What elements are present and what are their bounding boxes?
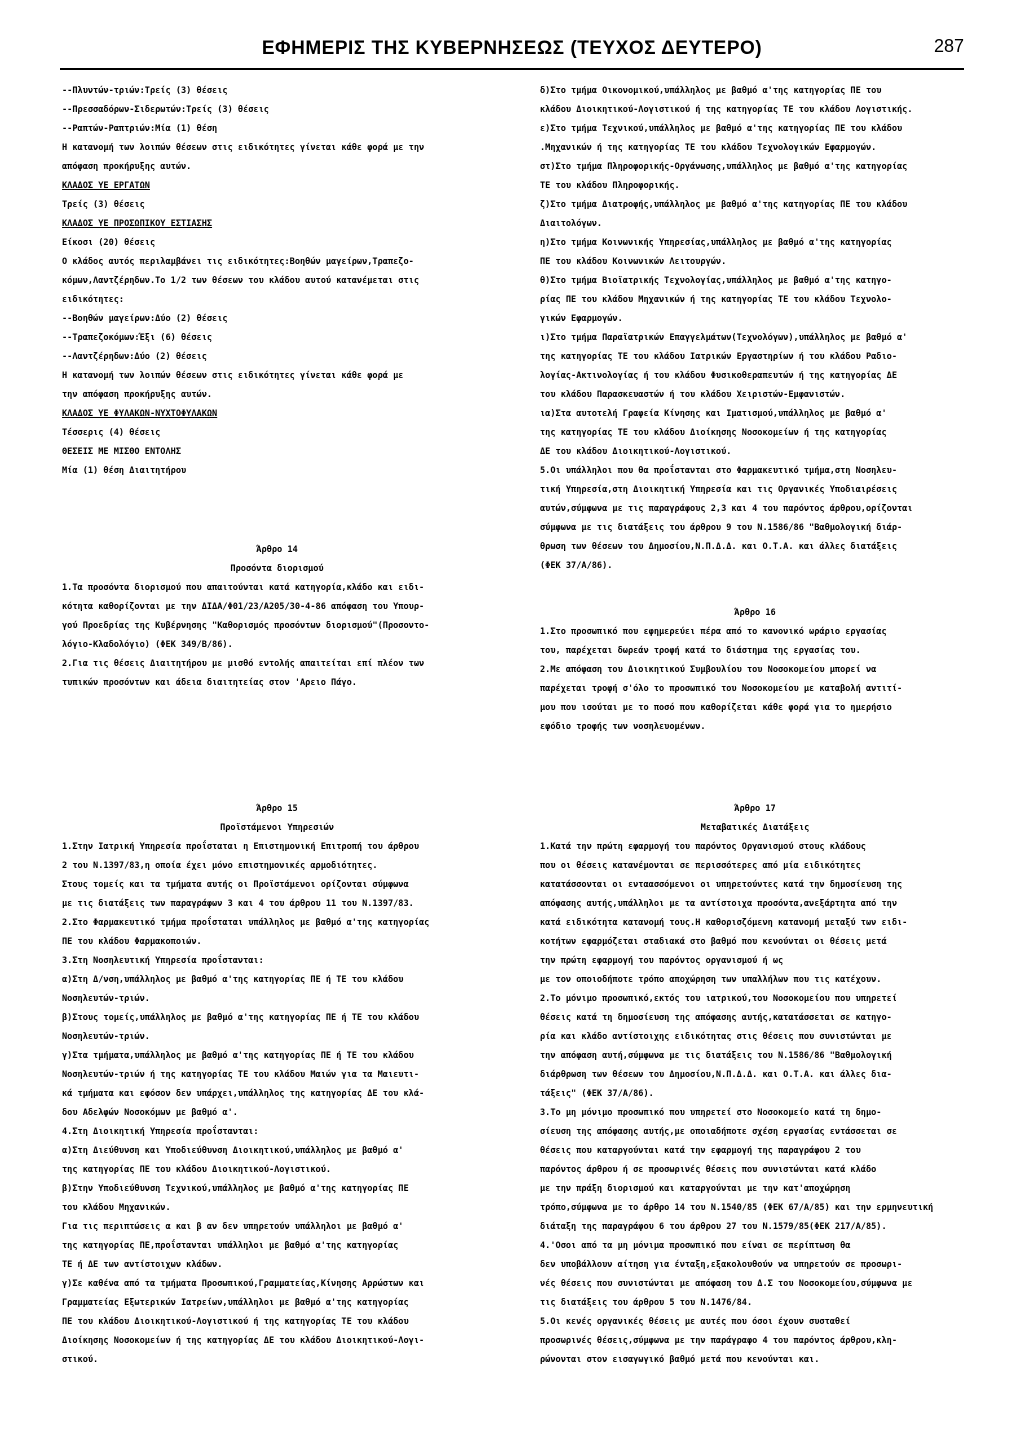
text-line: 2.Το μόνιμο προσωπικό,εκτός του ιατρικού,του Νοσοκομείου που υπηρετεί xyxy=(540,994,897,1004)
text-line: κόμων,Λαντζέρηδων.Το 1/2 των θέσεων του κλάδου αυτού κατανέμεται στις xyxy=(62,276,419,286)
page-number: 287 xyxy=(933,36,964,56)
text-line: κότητα καθορίζονται με την ΔΙΔΑ/Φ01/23/Α205/30-4-86 απόφαση του Υπουρ- xyxy=(62,602,425,612)
article-title: Άρθρο 15 xyxy=(256,804,298,814)
top-left-column xyxy=(62,82,492,693)
text-line: ΠΕ του κλάδου Κοινωνικών Λειτουργών. xyxy=(540,257,727,267)
article-subtitle: Προϊστάμενοι Υπηρεσιών xyxy=(220,823,334,833)
text-line: κλάδου Διοικητικού-Λογιστικού ή της κατηγορίας ΤΕ του κλάδου Λογιστικής. xyxy=(540,105,913,115)
text-line: εφόδιο τροφής των νοσηλευομένων. xyxy=(540,722,706,732)
text-line: Νοσηλευτών-τριών. xyxy=(62,994,150,1004)
text-line: Μία (1) θέση Διαιτητήρου xyxy=(62,466,187,476)
text-line: 1.Στο προσωπικό που εφημερεύει πέρα από το κανονικό ωράριο εργασίας xyxy=(540,627,887,637)
text-line: στικού. xyxy=(62,1355,99,1365)
section-heading: ΘΕΣΕΙΣ ΜΕ ΜΙΣΘΟ ΕΝΤΟΛΗΣ xyxy=(62,447,181,457)
section-heading: ΚΛΑΔΟΣ ΥΕ ΦΥΛΑΚΩΝ-ΝΥΧΤΟΦΥΛΑΚΩΝ xyxy=(62,409,218,419)
text-line: λογίας-Ακτινολογίας ή του κλάδου Φυσικοθεραπευτών ή της κατηγορίας ΔΕ xyxy=(540,371,897,381)
text-line: ζ)Στο τμήμα Διατροφής,υπάλληλος με βαθμό α'της κατηγορίας ΠΕ του κλάδου xyxy=(540,200,908,210)
text-line: Ο κλάδος αυτός περιλαμβάνει τις ειδικότητες:Βοηθών μαγείρων,Τραπεζο- xyxy=(62,257,414,267)
text-line: Η κατανομή των λοιπών θέσεων στις ειδικότητες γίνεται κάθε φορά με την xyxy=(62,143,425,153)
text-line: στ)Στο τμήμα Πληροφορικής-Οργάνωσης,υπάλληλος με βαθμό α'της κατηγορίας xyxy=(540,162,908,172)
text-line: ΠΕ του κλάδου Φαρμακοποιών. xyxy=(62,937,202,947)
text-line: με τον οποιοδήποτε τρόπο αποχώρηση των υπαλλήλων που τις κατέχουν. xyxy=(540,975,882,985)
text-line: νές θέσεις που συνιστώνται με απόφαση του Δ.Σ του Νοσοκομείου,σύμφωνα με xyxy=(540,1279,913,1289)
text-line: 3.Στη Νοσηλευτική Υπηρεσία προΐστανται: xyxy=(62,956,264,966)
text-line: Νοσηλευτών-τριών. xyxy=(62,1032,150,1042)
text-line: ΔΕ του κλάδου Διοικητικού-Λογιστικού. xyxy=(540,447,732,457)
text-line: α)Στη Διεύθυνση και Υποδιεύθυνση Διοικητικού,υπάλληλος με βαθμό α' xyxy=(62,1146,404,1156)
text-line: ΤΕ του κλάδου Πληροφορικής. xyxy=(540,181,680,191)
text-line: με τις διατάξεις των παραγράφων 3 και 4 του άρθρου 11 του Ν.1397/83. xyxy=(62,899,414,909)
text-line: δεν υποβάλλουν αίτηση για ένταξη,εξακολουθούν να υπηρετούν σε προσωρι- xyxy=(540,1260,903,1270)
text-line: ι)Στο τμήμα Παραϊατρικών Επαγγελμάτων(Τεχνολόγων),υπάλληλος με βαθμό α' xyxy=(540,333,908,343)
text-line: δου Αδελφών Νοσοκόμων με βαθμό α'. xyxy=(62,1108,238,1118)
text-line: του κλάδου Παρασκευαστών ή του κλάδου Χειριστών-Εμφανιστών. xyxy=(540,390,846,400)
text-line: παρόντος άρθρου ή σε προσωρινές θέσεις που συνιστώνται κατά κλάδο xyxy=(540,1165,877,1175)
text-line: ΠΕ του κλάδου Διοικητικού-Λογιστικού ή της κατηγορίας ΤΕ του κλάδου xyxy=(62,1317,409,1327)
text-line: γ)Σε καθένα από τα τμήματα Προσωπικού,Γραμματείας,Κίνησης Αρρώστων και xyxy=(62,1279,425,1289)
text-line: την απόφαση προκήρυξης αυτών. xyxy=(62,390,213,400)
text-line: 2.Στο Φαρμακευτικό τμήμα προΐσταται υπάλληλος με βαθμό α'της κατηγορίας xyxy=(62,918,430,928)
text-line: του, παρέχεται δωρεάν τροφή κατά το διάστημα της εργασίας του. xyxy=(540,646,861,656)
text-line: ρώνονται στον εισαγωγικό βαθμό μετά που κενούνται και. xyxy=(540,1355,820,1365)
text-line: --Βοηθών μαγείρων:Δύο (2) θέσεις xyxy=(62,314,228,324)
text-line: η)Στο τμήμα Κοινωνικής Υπηρεσίας,υπάλληλος με βαθμό α'της κατηγορίας xyxy=(540,238,892,248)
text-line: 4.'Οσοι από τα μη μόνιμα προσωπικό που είναι σε περίπτωση θα xyxy=(540,1241,851,1251)
text-line: της κατηγορίας ΤΕ του κλάδου Ιατρικών Εργαστηρίων ή του κλάδου Ραδιο- xyxy=(540,352,897,362)
text-line: α)Στη Δ/νση,υπάλληλος με βαθμό α'της κατηγορίας ΠΕ ή ΤΕ του κλάδου xyxy=(62,975,404,985)
text-line: γού Προεδρίας της Κυβέρνησης "Καθορισμός προσόντων διορισμού"(Προσοντο- xyxy=(62,621,430,631)
text-line: κατά ειδικότητα κατανομή τους.Η καθορισζόμενη κατανομή μεταξύ των ειδι- xyxy=(540,918,908,928)
text-line: Είκοσι (20) θέσεις xyxy=(62,238,156,248)
text-line: ειδικότητες: xyxy=(62,295,125,305)
text-line: δ)Στο τμήμα Οικονομικού,υπάλληλος με βαθμό α'της κατηγορίας ΠΕ του xyxy=(540,86,882,96)
text-line: ΤΕ ή ΔΕ των αντίστοιχων κλάδων. xyxy=(62,1260,223,1270)
text-line: 1.Τα προσόντα διορισμού που απαιτούνται κατά κατηγορία,κλάδο και ειδι- xyxy=(62,583,425,593)
article-subtitle: Μεταβατικές Διατάξεις xyxy=(700,823,810,833)
text-line: τυπικών προσόντων και άδεια διαιτητείας στον 'Αρειο Πάγο. xyxy=(62,678,357,688)
bottom-right-column xyxy=(540,800,970,1370)
text-line: 5.Οι κενές οργανικές θέσεις με αυτές που όσοι έχουν συσταθεί xyxy=(540,1317,851,1327)
text-line: της κατηγορίας ΤΕ του κλάδου Διοίκησης Νοσοκομείων ή της κατηγορίας xyxy=(540,428,887,438)
text-line: Η κατανομή των λοιπών θέσεων στις ειδικότητες γίνεται κάθε φορά με xyxy=(62,371,404,381)
section-heading: ΚΛΑΔΟΣ ΥΕ ΕΡΓΑΤΩΝ xyxy=(62,181,150,191)
text-line: Διαιτολόγων. xyxy=(540,219,603,229)
text-line: β)Στους τομείς,υπάλληλος με βαθμό α'της κατηγορίας ΠΕ ή ΤΕ του κλάδου xyxy=(62,1013,419,1023)
text-line: του κλάδου Μηχανικών. xyxy=(62,1203,171,1213)
text-line: Τρείς (3) θέσεις xyxy=(62,200,145,210)
text-line: Τέσσερις (4) θέσεις xyxy=(62,428,161,438)
text-line: .Μηχανικών ή της κατηγορίας ΤΕ του κλάδου Τεχνολογικών Εφαρμογών. xyxy=(540,143,877,153)
text-line: ρίας ΠΕ του κλάδου Μηχανικών ή της κατηγορίας ΤΕ του κλάδου Τεχνολο- xyxy=(540,295,892,305)
text-line: τάξεις" (ΦΕΚ 37/Α/86). xyxy=(540,1089,654,1099)
article-title: Άρθρο 17 xyxy=(734,804,776,814)
text-line: αυτών,σύμφωνα με τις παραγράφους 2,3 και 4 του παρόντος άρθρου,ορίζονται xyxy=(540,504,913,514)
text-line: 4.Στη Διοικητική Υπηρεσία προΐστανται: xyxy=(62,1127,259,1137)
section-heading: ΚΛΑΔΟΣ ΥΕ ΠΡΟΣΩΠΙΚΟΥ ΕΣΤΙΑΣΗΣ xyxy=(62,219,213,229)
text-line: Διοίκησης Νοσοκομείων ή της κατηγορίας ΔΕ του κλάδου Διοικητικού-Λογι- xyxy=(62,1336,425,1346)
text-line: μου που ισούται με το ποσό που καθορίζεται κάθε φορά για το ημερήσιο xyxy=(540,703,892,713)
text-line: 2 του Ν.1397/83,η οποία έχει μόνο επιστημονικές αρμοδιότητες. xyxy=(62,861,378,871)
text-line: θέσεις κατά τη δημοσίευση της απόφασης αυτής,κατατάσσεται σε κατηγο- xyxy=(540,1013,892,1023)
text-line: σίευση της απόφασης αυτής,με οποιαδήποτε σχέση εργασίας εντάσσεται σε xyxy=(540,1127,897,1137)
text-line: Γραμματείας Εξωτερικών Ιατρείων,υπάλληλοι με βαθμό α'της κατηγορίας xyxy=(62,1298,409,1308)
text-line: θέσεις που καταργούνται κατά την εφαρμογή της παραγράφου 2 του xyxy=(540,1146,861,1156)
text-line: Για τις περιπτώσεις α και β αν δεν υπηρετούν υπάλληλοι με βαθμό α' xyxy=(62,1222,404,1232)
text-line: προσωρινές θέσεις,σύμφωνα με την παράγραφο 4 του παρόντος άρθρου,κλη- xyxy=(540,1336,897,1346)
gazette-header xyxy=(60,32,964,70)
text-line: λόγιο-Κλαδολόγιο) (ΦΕΚ 349/Β/86). xyxy=(62,640,233,650)
text-line: 3.Το μη μόνιμο προσωπικό που υπηρετεί στο Νοσοκομείο κατά τη δημο- xyxy=(540,1108,882,1118)
text-line: την πρώτη εφαρμογή του παρόντος οργανισμού ή ως xyxy=(540,956,784,966)
text-line: (ΦΕΚ 37/Α/86). xyxy=(540,561,613,571)
article-subtitle: Προσόντα διορισμού xyxy=(230,564,324,574)
text-line: θ)Στο τμήμα Βιοϊατρικής Τεχνολογίας,υπάλληλος με βαθμό α'της κατηγο- xyxy=(540,276,892,286)
text-line: ια)Στα αυτοτελή Γραφεία Κίνησης και Ιματισμού,υπάλληλος με βαθμό α' xyxy=(540,409,887,419)
text-line: κατατάσσονται οι ενταασσόμενοι οι υπηρετούντες κατά την δημοσίευση της xyxy=(540,880,903,890)
text-line: διάταξη της παραγράφου 6 του άρθρου 27 του Ν.1579/85(ΦΕΚ 217/Α/85). xyxy=(540,1222,887,1232)
text-line: με την πράξη διορισμού και καταργούνται με την κατ'αποχώρηση xyxy=(540,1184,851,1194)
text-line: 2.Για τις θέσεις Διαιτητήρου με μισθό εντολής απαιτείται επί πλέον των xyxy=(62,659,425,669)
top-right-column xyxy=(540,82,970,737)
gazette-title: ΕΦΗΜΕΡΙΣ ΤΗΣ ΚΥΒΕΡΝΗΣΕΩΣ (ΤΕΥΧΟΣ ΔΕΥΤΕΡΟ) xyxy=(261,38,763,59)
bottom-left-column xyxy=(62,800,492,1370)
text-line: 1.Κατά την πρώτη εφαρμογή του παρόντος Οργανισμού στους κλάδους xyxy=(540,842,866,852)
text-line: 2.Με απόφαση του Διοικητικού Συμβουλίου του Νοσοκομείου μπορεί να xyxy=(540,665,877,675)
text-line: --Λαντζέρηδων:Δύο (2) θέσεις xyxy=(62,352,207,362)
text-line: 1.Στην Ιατρική Υπηρεσία προΐσταται η Επιστημονική Επιτροπή του άρθρου xyxy=(62,842,419,852)
text-line: ρία και κλάδο αντίστοιχης ειδικότητας στις θέσεις που συνιστώνται με xyxy=(540,1032,892,1042)
text-line: --Πλυντών-τριών:Τρείς (3) θέσεις xyxy=(62,86,228,96)
text-line: --Τραπεζοκόμων:Έξι (6) θέσεις xyxy=(62,333,213,343)
text-line: ε)Στο τμήμα Τεχνικού,υπάλληλος με βαθμό α'της κατηγορίας ΠΕ του κλάδου xyxy=(540,124,903,134)
text-line: διάρθρωση των θέσεων του Δημοσίου,Ν.Π.Δ.Δ. και Ο.Τ.Α. και άλλες δια- xyxy=(540,1070,892,1080)
text-line: γ)Στα τμήματα,υπάλληλος με βαθμό α'της κατηγορίας ΠΕ ή ΤΕ του κλάδου xyxy=(62,1051,414,1061)
text-line: --Ραπτών-Ραπτριών:Μία (1) θέση xyxy=(62,124,218,134)
text-line: παρέχεται τροφή σ'όλο το προσωπικό του Νοσοκομείου με καταβολή αντιτί- xyxy=(540,684,903,694)
article-title: Άρθρο 14 xyxy=(256,545,298,555)
text-line: --Πρεσσαδόρων-Σιδερωτών:Τρείς (3) θέσεις xyxy=(62,105,269,115)
text-line: β)Στην Υποδιεύθυνση Τεχνικού,υπάλληλος με βαθμό α'της κατηγορίας ΠΕ xyxy=(62,1184,409,1194)
text-line: θρωση των θέσεων του Δημοσίου,Ν.Π.Δ.Δ. και Ο.Τ.Α. και άλλες διατάξεις xyxy=(540,542,897,552)
text-line: κοτήτων εφαρμόζεται σταδιακά στο βαθμό που κενούνται οι θέσεις μετά xyxy=(540,937,887,947)
text-line: 5.Οι υπάλληλοι που θα προΐστανται στο Φαρμακευτικό τμήμα,στη Νοσηλευ- xyxy=(540,466,897,476)
text-line: Νοσηλευτών-τριών ή της κατηγορίας ΤΕ του κλάδου Μαιών για τα Μαιευτι- xyxy=(62,1070,419,1080)
text-line: τική Υπηρεσία,στη Διοικητική Υπηρεσία και τις Οργανικές Υποδιαιρέσεις xyxy=(540,485,897,495)
text-line: γικών Εφαρμογών. xyxy=(540,314,623,324)
text-line: τρόπο,σύμφωνα με το άρθρο 14 του Ν.1540/85 (ΦΕΚ 67/Α/85) και την ερμηνευτική xyxy=(540,1203,934,1213)
text-line: απόφασης αυτής,υπάλληλοι με τα αντίστοιχα προσόντα,ανεξάρτητα από την xyxy=(540,899,897,909)
text-line: της κατηγορίας ΠΕ,προΐστανται υπάλληλοι με βαθμό α'της κατηγορίας xyxy=(62,1241,399,1251)
text-line: την απόφαση αυτή,σύμφωνα με τις διατάξεις του Ν.1586/86 "Βαθμολογική xyxy=(540,1051,892,1061)
text-line: τις διατάξεις του άρθρου 5 του Ν.1476/84. xyxy=(540,1298,753,1308)
text-line: που οι θέσεις κατανέμονται σε περισσότερες από μία ειδικότητες xyxy=(540,861,861,871)
text-line: Στους τομείς και τα τμήματα αυτής οι Προϊστάμενοι ορίζονται σύμφωνα xyxy=(62,880,409,890)
text-line: σύμφωνα με τις διατάξεις του άρθρου 9 του Ν.1586/86 "Βαθμολογική διάρ- xyxy=(540,523,903,533)
article-title: Άρθρο 16 xyxy=(734,608,776,618)
text-line: απόφαση προκήρυξης αυτών. xyxy=(62,162,192,172)
text-line: της κατηγορίας ΠΕ του κλάδου Διοικητικού-Λογιστικού. xyxy=(62,1165,332,1175)
text-line: κά τμήματα και εφόσον δεν υπάρχει,υπάλληλος της κατηγορίας ΔΕ του κλά- xyxy=(62,1089,425,1099)
